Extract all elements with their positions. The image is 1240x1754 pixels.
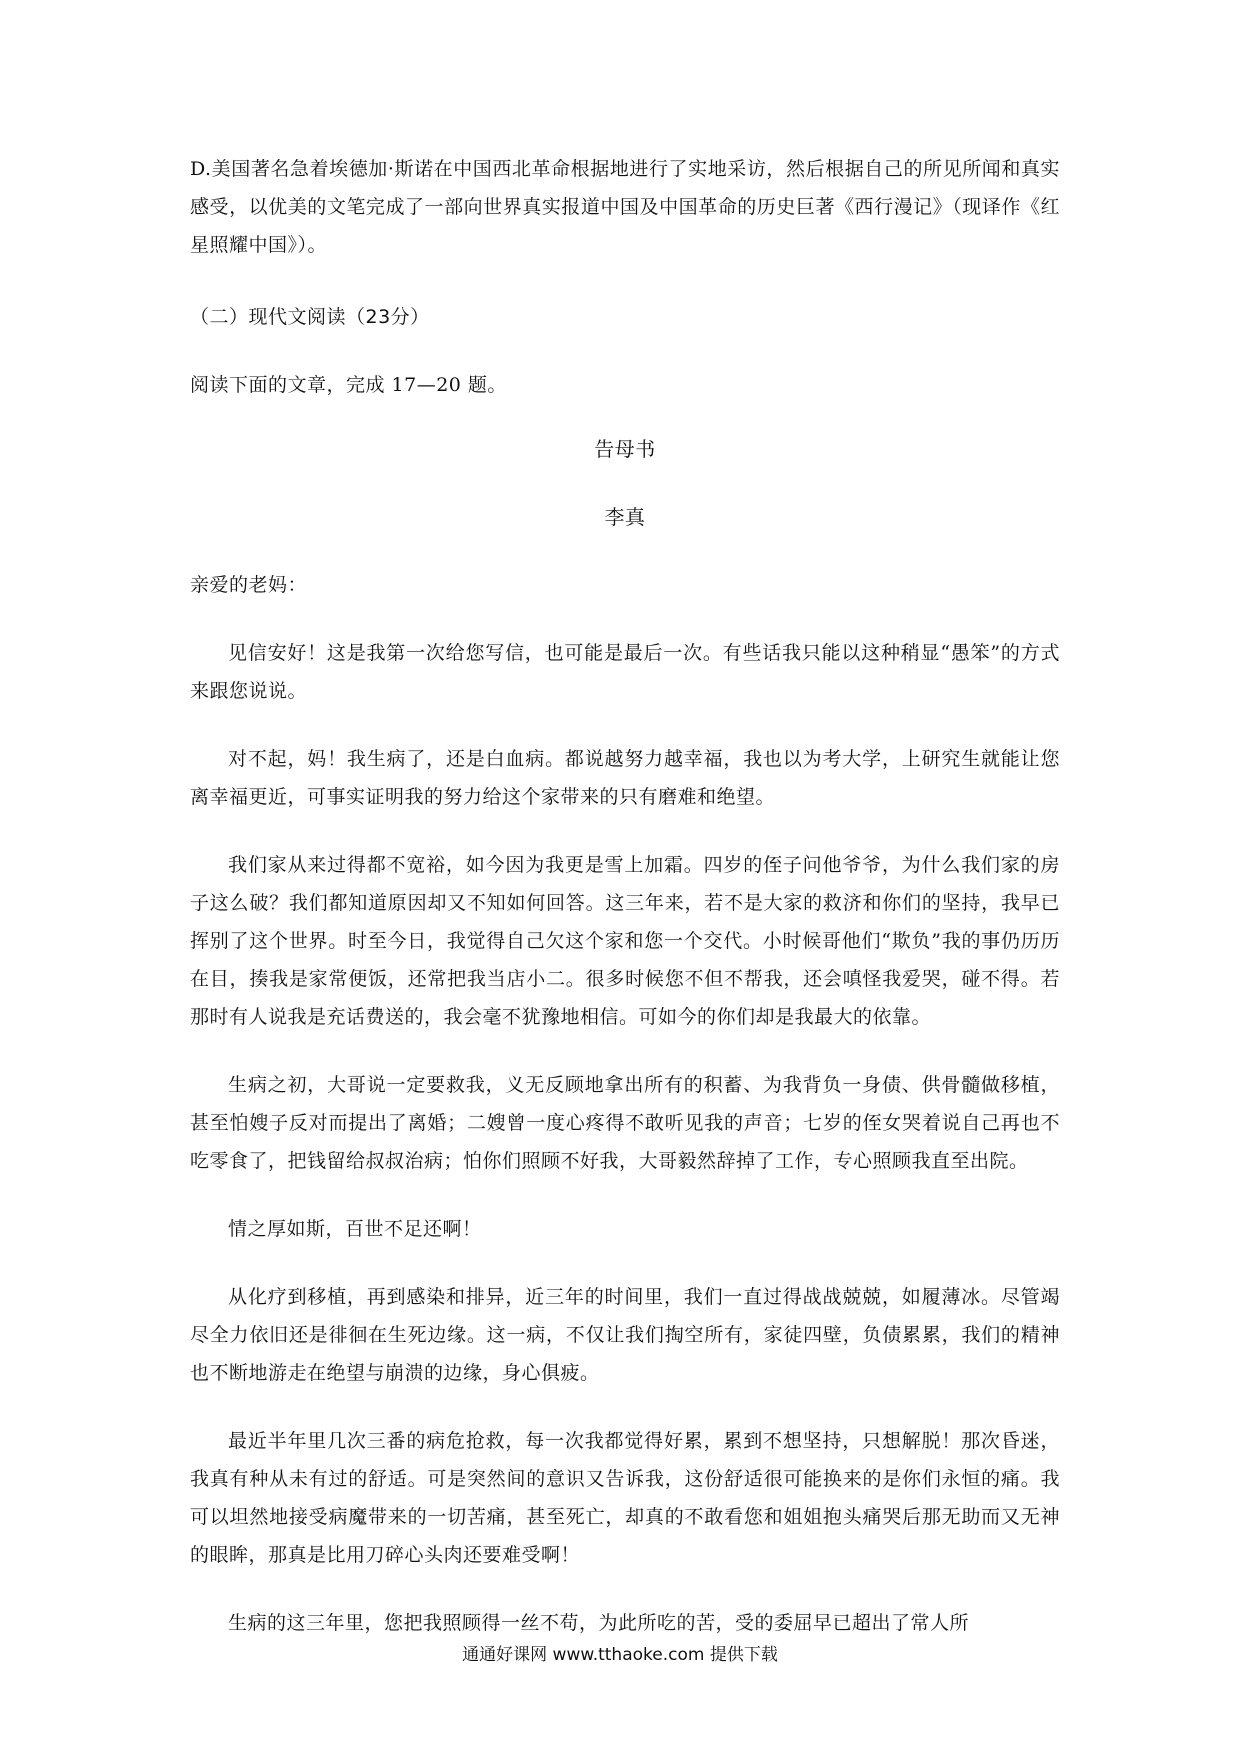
reading-instruction: 阅读下面的文章，完成 17—20 题。: [190, 374, 507, 396]
article-paragraph-4: 生病之初，大哥说一定要救我，义无反顾地拿出所有的积蓄、为我背负一身债、供骨髓做移植，甚至怕嫂子反对而提出了离婚；二嫂曾一度心疼得不敢听见我的声音；七岁的侄女哭着说自己再也不吃零食了，把钱留给叔叔治病；怕你们照顾不好我，大哥毅然辞掉了工作，专心照顾我直至出院。: [190, 1074, 1060, 1172]
option-d-text: D.美国著名急着埃德加·斯诺在中国西北革命根据地进行了实地采访，然后根据自己的所见所闻和真实感受，以优美的文笔完成了一部向世界真实报道中国及中国革命的历史巨著《西行漫记》（现译作《红星照耀中国》）。: [190, 158, 1060, 256]
article-paragraph-3: 我们家从来过得都不宽裕，如今因为我更是雪上加霜。四岁的侄子问他爷爷，为什么我们家的房子这么破？我们都知道原因却又不知如何回答。这三年来，若不是大家的救济和你们的坚持，我早已挥别了这个世界。时至今日，我觉得自己欠这个家和您一个交代。小时候哥他们“欺负”我的事仍历历在目，揍我是家常便饭，还常把我当店小二。很多时候您不但不帮我，还会嗔怪我爱哭，碰不得。若那时有人说我是充话费送的，我会毫不犹豫地相信。可如今的你们却是我最大的依靠。: [190, 854, 1060, 1028]
article-paragraph-6: 从化疗到移植，再到感染和排异，近三年的时间里，我们一直过得战战兢兢，如履薄冰。尽管竭尽全力依旧还是徘徊在生死边缘。这一病，不仅让我们掏空所有，家徒四壁，负债累累，我们的精神也不断地游走在绝望与崩溃的边缘，身心俱疲。: [190, 1286, 1060, 1384]
section-heading: （二）现代文阅读（23分）: [190, 306, 430, 328]
article-paragraph-8: 生病的这三年里，您把我照顾得一丝不苟，为此所吃的苦，受的委屈早已超出了常人所: [228, 1612, 970, 1634]
page-footer: 通通好课网 www.tthaoke.com 提供下载: [462, 1645, 778, 1665]
article-paragraph-2: 对不起，妈！我生病了，还是白血病。都说越努力越幸福，我也以为考大学，上研究生就能让您离幸福更近，可事实证明我的努力给这个家带来的只有磨难和绝望。: [190, 748, 1060, 808]
article-paragraph-5: 情之厚如斯，百世不足还啊！: [228, 1218, 482, 1240]
article-paragraph-1: 见信安好！这是我第一次给您写信，也可能是最后一次。有些话我只能以这种稍显“愚笨”的方式来跟您说说。: [190, 642, 1060, 702]
article-title: 告母书: [594, 437, 656, 461]
document-content: [190, 150, 1060, 1642]
letter-salutation: 亲爱的老妈：: [190, 574, 308, 596]
article-author: 李真: [604, 505, 646, 529]
article-paragraph-7: 最近半年里几次三番的病危抢救，每一次我都觉得好累，累到不想坚持，只想解脱！那次昏迷，我真有种从未有过的舒适。可是突然间的意识又告诉我，这份舒适很可能换来的是你们永恒的痛。我可以坦然地接受病魔带来的一切苦痛，甚至死亡，却真的不敢看您和姐姐抱头痛哭后那无助而又无神的眼眸，那真是比用刀碎心头肉还要难受啊！: [190, 1430, 1060, 1566]
